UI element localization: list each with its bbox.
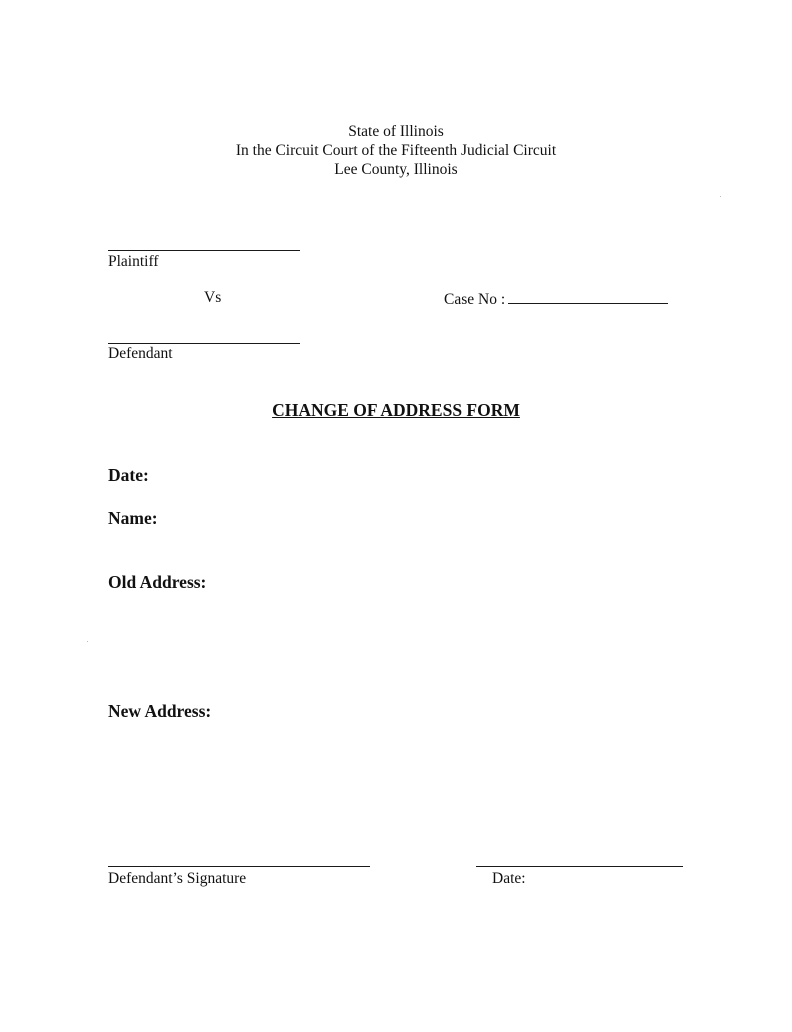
scan-speck xyxy=(720,196,721,197)
header-county: Lee County, Illinois xyxy=(334,161,458,178)
signature-label: Defendant’s Signature xyxy=(108,870,247,887)
plaintiff-label: Plaintiff xyxy=(108,253,159,270)
defendant-label: Defendant xyxy=(108,345,173,362)
signature-date-line[interactable] xyxy=(476,866,683,867)
signature-date-label: Date: xyxy=(492,870,526,887)
name-label: Name: xyxy=(108,508,158,528)
court-header xyxy=(0,122,792,179)
old-address-label: Old Address: xyxy=(108,572,207,592)
case-number-label: Case No : xyxy=(444,291,506,308)
signature-line[interactable] xyxy=(108,866,370,867)
new-address-label: New Address: xyxy=(108,701,212,721)
case-number-line[interactable] xyxy=(508,289,668,304)
plaintiff-line[interactable] xyxy=(108,250,300,251)
header-court: In the Circuit Court of the Fifteenth Judicial Circuit xyxy=(235,142,557,159)
defendant-line[interactable] xyxy=(108,343,300,344)
case-number-field[interactable] xyxy=(444,289,668,309)
form-title: CHANGE OF ADDRESS FORM xyxy=(272,400,520,420)
versus-label: Vs xyxy=(204,289,222,306)
date-label: Date: xyxy=(108,465,149,485)
scan-speck xyxy=(87,641,88,642)
header-state: State of Illinois xyxy=(348,123,444,140)
